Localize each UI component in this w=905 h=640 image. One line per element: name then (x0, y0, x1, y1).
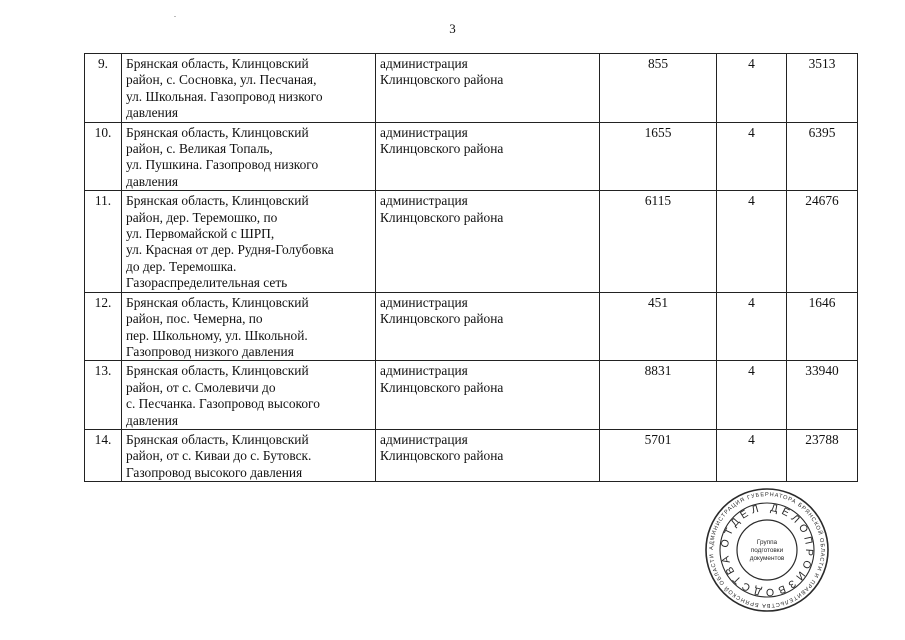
address-line: Брянская область, Клинцовский (126, 193, 309, 209)
object-category: 4 (717, 122, 787, 191)
official-seal (705, 488, 829, 612)
address-line: ул. Красная от дер. Рудня-Голубовка (126, 242, 334, 258)
address-line: район, от с. Киваи до с. Бутовск. (126, 448, 312, 464)
object-address (122, 361, 376, 430)
object-length: 6115 (600, 191, 717, 292)
row-number: 13. (85, 361, 122, 430)
object-owner (376, 122, 600, 191)
object-length: 8831 (600, 361, 717, 430)
owner-line: Клинцовского района (380, 448, 504, 464)
address-line: Брянская область, Клинцовский (126, 431, 309, 447)
address-line: Газораспределительная сеть (126, 275, 288, 291)
object-value: 24676 (787, 191, 858, 292)
object-category: 4 (717, 361, 787, 430)
page-number: 3 (449, 21, 456, 36)
object-address (122, 54, 376, 123)
table-row (85, 429, 858, 481)
object-category: 4 (717, 54, 787, 123)
owner-line: администрация (380, 193, 468, 209)
address-line: до дер. Теремошка. (126, 258, 237, 274)
object-value: 3513 (787, 54, 858, 123)
address-line: давления (126, 412, 179, 428)
object-category: 4 (717, 429, 787, 481)
table-row (85, 191, 858, 292)
object-value: 23788 (787, 429, 858, 481)
address-line: Газопровод высокого давления (126, 464, 303, 480)
table-row (85, 292, 858, 361)
seal-outer-ring-text: АДМИНИСТРАЦИЯ ГУБЕРНАТОРА БРЯНСКОЙ ОБЛАСТИ И ПРАВИТЕЛЬСТВА БРЯНСКОЙ ОБЛАСТИ (708, 491, 826, 609)
owner-line: администрация (380, 363, 468, 379)
object-value: 33940 (787, 361, 858, 430)
address-line: давления (126, 105, 179, 121)
row-number: 12. (85, 292, 122, 361)
seal-center-text (750, 539, 785, 562)
object-address (122, 429, 376, 481)
owner-line: Клинцовского района (380, 209, 504, 225)
address-line: ул. Школьная. Газопровод низкого (126, 88, 323, 104)
address-line: ул. Первомайской с ШРП, (126, 226, 275, 242)
row-number: 10. (85, 122, 122, 191)
address-line: район, с. Великая Топаль, (126, 141, 273, 157)
object-category: 4 (717, 292, 787, 361)
object-address (122, 292, 376, 361)
table-row (85, 361, 858, 430)
object-owner (376, 191, 600, 292)
objects-table (84, 53, 858, 482)
object-length: 855 (600, 54, 717, 123)
seal-center-line: документов (749, 555, 785, 562)
address-line: давления (126, 173, 179, 189)
object-length: 451 (600, 292, 717, 361)
table-row (85, 122, 858, 191)
address-line: район, пос. Чемерна, по (126, 311, 263, 327)
address-line: Газопровод низкого давления (126, 343, 294, 359)
owner-line: администрация (380, 56, 468, 71)
seal-center-line: подготовки (750, 547, 784, 554)
owner-line: администрация (380, 294, 468, 310)
objects-table-body (85, 54, 858, 482)
object-value: 1646 (787, 292, 858, 361)
address-line: район, с. Сосновка, ул. Песчаная, (126, 72, 317, 88)
object-value: 6395 (787, 122, 858, 191)
row-number: 9. (85, 54, 122, 123)
table-row (85, 54, 858, 123)
row-number: 14. (85, 429, 122, 481)
object-owner (376, 54, 600, 123)
owner-line: Клинцовского района (380, 379, 504, 395)
address-line: Брянская область, Клинцовский (126, 294, 309, 310)
owner-line: Клинцовского района (380, 72, 504, 88)
scan-speck (174, 16, 176, 17)
owner-line: администрация (380, 431, 468, 447)
seal-inner-ring-text: ОТДЕЛ ДЕЛОПРОИЗВОДСТВА (718, 501, 816, 599)
object-address (122, 122, 376, 191)
object-owner (376, 429, 600, 481)
address-line: район, дер. Теремошко, по (126, 209, 278, 225)
owner-line: Клинцовского района (380, 311, 504, 327)
object-length: 5701 (600, 429, 717, 481)
address-line: с. Песчанка. Газопровод высокого (126, 396, 320, 412)
object-owner (376, 361, 600, 430)
address-line: Брянская область, Клинцовский (126, 56, 309, 71)
row-number: 11. (85, 191, 122, 292)
object-length: 1655 (600, 122, 717, 191)
address-line: ул. Пушкина. Газопровод низкого (126, 157, 319, 173)
address-line: пер. Школьному, ул. Школьной. (126, 327, 308, 343)
address-line: Брянская область, Клинцовский (126, 124, 309, 140)
owner-line: Клинцовского района (380, 141, 504, 157)
object-category: 4 (717, 191, 787, 292)
owner-line: администрация (380, 124, 468, 140)
object-address (122, 191, 376, 292)
object-owner (376, 292, 600, 361)
seal-center-line: Группа (756, 539, 778, 546)
address-line: район, от с. Смолевичи до (126, 379, 276, 395)
address-line: Брянская область, Клинцовский (126, 363, 309, 379)
